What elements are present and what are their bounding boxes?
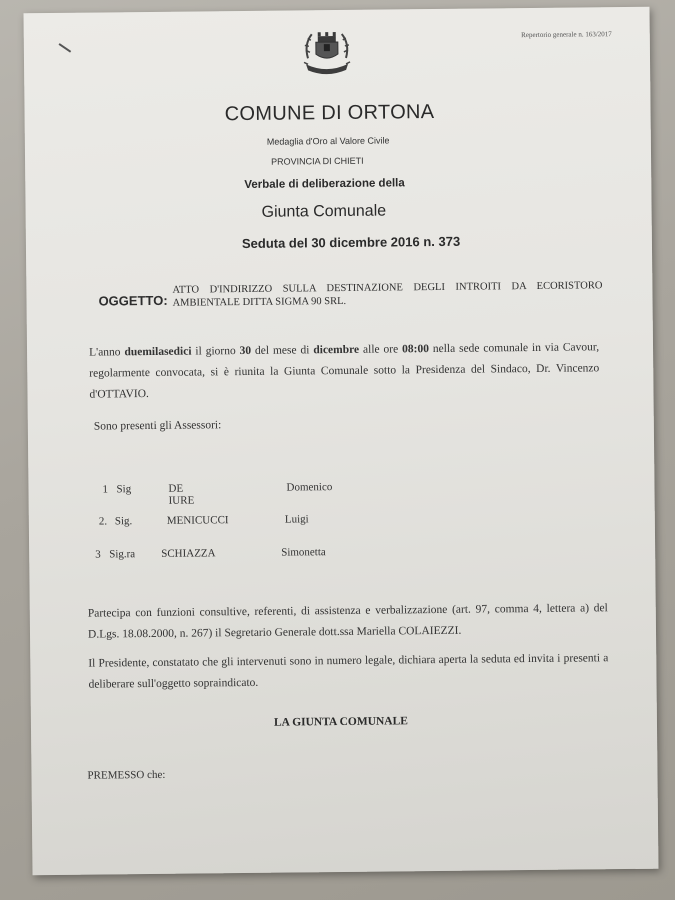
assessore-number: 1	[102, 483, 109, 496]
province-subtitle: PROVINCIA DI CHIETI	[271, 155, 364, 167]
presidente-paragraph: Il Presidente, constatato che gli intervenuti sono in numero legale, dichiara aperta la seduta ed invita i presenti a deliberare sull'oggetto sopraindicato.	[88, 652, 609, 691]
intro-day: 30	[239, 344, 252, 358]
intro-month: dicembre	[313, 343, 360, 357]
pen-mark	[59, 43, 72, 53]
municipality-title: COMUNE DI ORTONA	[224, 101, 435, 126]
intro-time: 08:00	[402, 343, 429, 356]
intro-year: duemilasedici	[124, 345, 192, 359]
assessore-title: Sig	[116, 483, 132, 496]
intro-text: alle ore	[359, 343, 403, 356]
municipal-crest-icon	[298, 22, 357, 81]
la-giunta-heading: LA GIUNTA COMUNALE	[273, 715, 408, 729]
oggetto-text: ATTO D'INDIRIZZO SULLA DESTINAZIONE DEGLI INTROITI DA ECORISTORO AMBIENTALE DITTA SIGMA 90 SRL.	[172, 280, 603, 309]
assessore-number: 2.	[98, 515, 108, 528]
partecipa-paragraph: Partecipa con funzioni consultive, referenti, di assistenza e verbalizzazione (art. 97, comma 4, lettera a) del D.Lgs. 18.08.2000, n. 267) il Segretario Generale dott.ssa Mariella COLAIEZZI.	[87, 602, 608, 641]
intro-text: il giorno	[191, 345, 240, 358]
assessori-intro: Sono presenti gli Assessori:	[93, 419, 222, 433]
intro-text: nella sede comunale in via Cavour, regolarmente convocata, si è riunita la Giunta Comunale sotto la Presidenza del Sindaco, Dr. Vincenzo d'OTTAVIO.	[89, 341, 600, 401]
assessore-number: 3	[95, 548, 101, 561]
assessore-title: Sig.	[114, 515, 133, 528]
medal-subtitle: Medaglia d'Oro al Valore Civile	[266, 135, 390, 147]
premesso-line: PREMESSO che:	[87, 768, 166, 782]
assessore-surname: SCHIAZZA	[161, 547, 216, 560]
verbale-heading: Verbale di deliberazione della	[244, 177, 405, 191]
assessore-surname: MENICUCCI	[166, 514, 229, 527]
intro-paragraph	[89, 337, 600, 405]
document-page	[24, 7, 659, 876]
assessore-surname: DE IURE	[168, 482, 195, 507]
giunta-heading: Giunta Comunale	[261, 202, 387, 221]
assessore-name: Luigi	[284, 513, 309, 526]
intro-text: del mese di	[251, 344, 314, 357]
intro-text: L'anno	[88, 346, 125, 359]
oggetto-label: OGGETTO:	[98, 292, 168, 309]
assessore-name: Domenico	[286, 481, 333, 494]
repertorio-number: Repertorio generale n. 163/2017	[521, 30, 612, 40]
assessore-name: Simonetta	[281, 546, 326, 559]
assessore-title: Sig.ra	[109, 548, 136, 561]
seduta-line: Seduta del 30 dicembre 2016 n. 373	[241, 233, 461, 252]
